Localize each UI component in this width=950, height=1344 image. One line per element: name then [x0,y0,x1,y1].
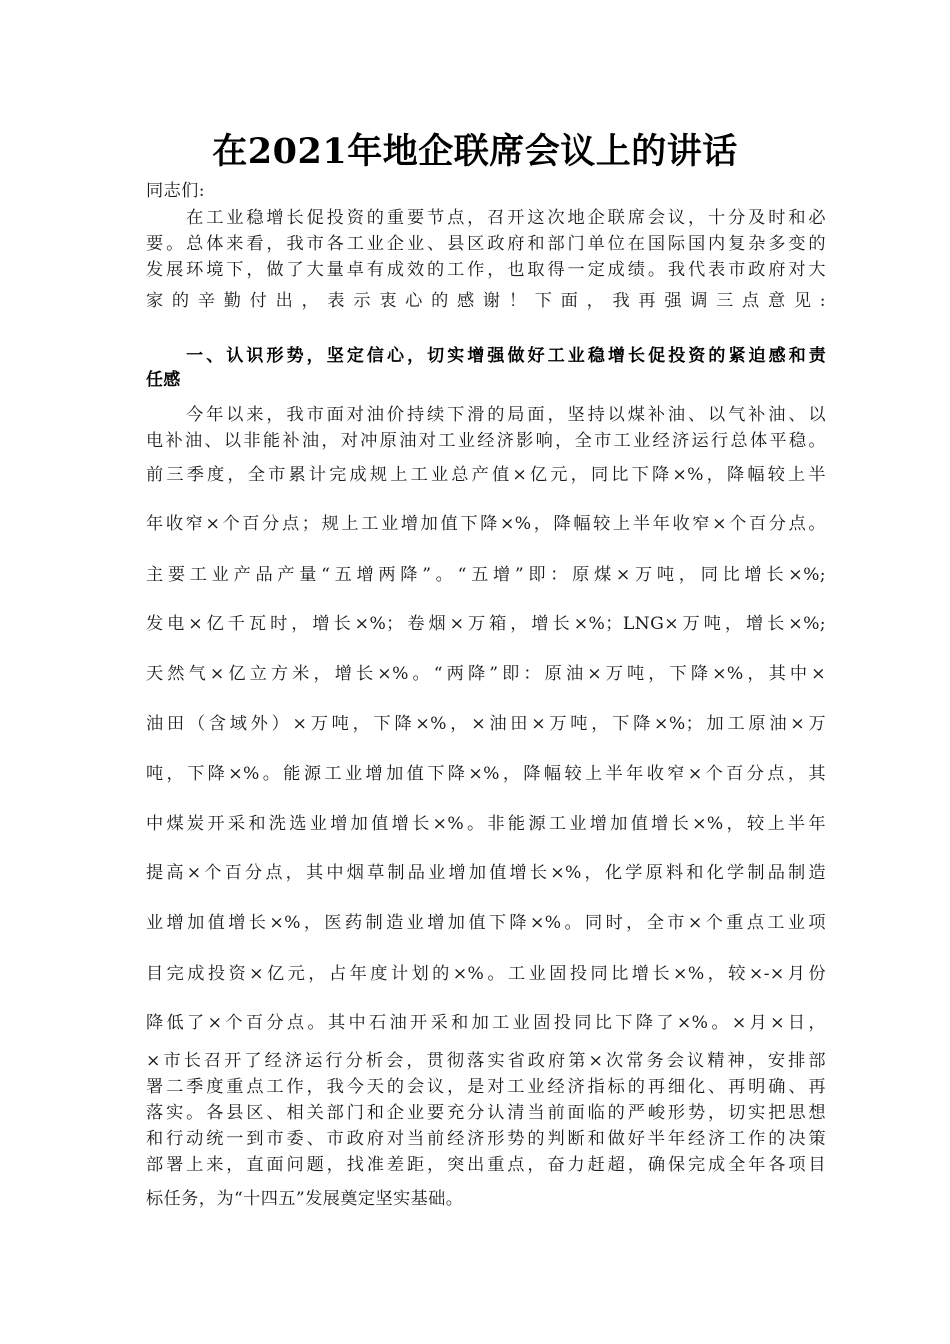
body-line: 年收窄×个百分点；规上工业增加值下降×%，降幅较上半年收窄×个百分点。 [146,514,826,534]
body-line: 油田（含域外）×万吨，下降×%，×油田×万吨，下降×%；加工原油×万 [146,714,826,734]
intro-line: 在工业稳增长促投资的重要节点，召开这次地企联席会议，十分及时和必 [146,208,826,228]
intro-line: 要。总体来看，我市各工业企业、县区政府和部门单位在国际国内复杂多变的 [146,234,826,254]
body-line: 电补油、以非能补油，对冲原油对工业经济影响，全市工业经济运行总体平稳。 [146,431,826,451]
body-line: 署二季度重点工作，我今天的会议，是对工业经济指标的再细化、再明确、再 [146,1077,826,1097]
body-line: 吨，下降×%。能源工业增加值下降×%，降幅较上半年收窄×个百分点，其 [146,764,826,784]
body-line: 中煤炭开采和洗选业增加值增长×%。非能源工业增加值增长×%，较上半年 [146,814,826,834]
body-line: 落实。各县区、相关部门和企业要充分认清当前面临的严峻形势，切实把思想 [146,1103,826,1123]
body-line: ×市长召开了经济运行分析会，贯彻落实省政府第×次常务会议精神，安排部 [146,1051,826,1071]
body-line: 提高×个百分点，其中烟草制品业增加值增长×%，化学原料和化学制品制造 [146,863,826,883]
body-line: 目完成投资×亿元，占年度计划的×%。工业固投同比增长×%，较×-×月份 [146,964,826,984]
body-line: 和行动统一到市委、市政府对当前经济形势的判断和做好半年经济工作的决策 [146,1129,826,1149]
body-line: 业增加值增长×%，医药制造业增加值下降×%。同时，全市×个重点工业项 [146,913,826,933]
body-line: 天然气×亿立方米，增长×%。“两降”即：原油×万吨，下降×%，其中× [146,664,826,684]
section-heading: 任感 [146,370,181,390]
section-heading: 一、认识形势，坚定信心，切实增强做好工业稳增长促投资的紧迫感和责 [146,346,826,366]
body-line: 标任务，为“十四五”发展奠定坚实基础。 [146,1189,464,1209]
body-line: 主要工业产品产量“五增两降”。“五增”即：原煤×万吨，同比增长×%; [146,565,826,585]
intro-line: 家的辛勤付出，表示衷心的感谢！下面，我再强调三点意见: [146,291,826,311]
body-line: 今年以来，我市面对油价持续下滑的局面，坚持以煤补油、以气补油、以 [146,405,826,425]
body-line: 发电×亿千瓦时，增长×%；卷烟×万箱，增长×%；LNG×万吨，增长×%; [146,614,826,634]
body-line: 部署上来，直面问题，找准差距，突出重点，奋力赶超，确保完成全年各项目 [146,1155,826,1175]
salutation: 同志们: [146,181,205,201]
body-line: 降低了×个百分点。其中石油开采和加工业固投同比下降了×%。×月×日， [146,1013,826,1033]
body-line: 前三季度，全市累计完成规上工业总产值×亿元，同比下降×%，降幅较上半 [146,465,826,485]
intro-line: 发展环境下，做了大量卓有成效的工作，也取得一定成绩。我代表市政府对大 [146,260,826,280]
document-title: 在2021年地企联席会议上的讲话 [212,131,738,172]
